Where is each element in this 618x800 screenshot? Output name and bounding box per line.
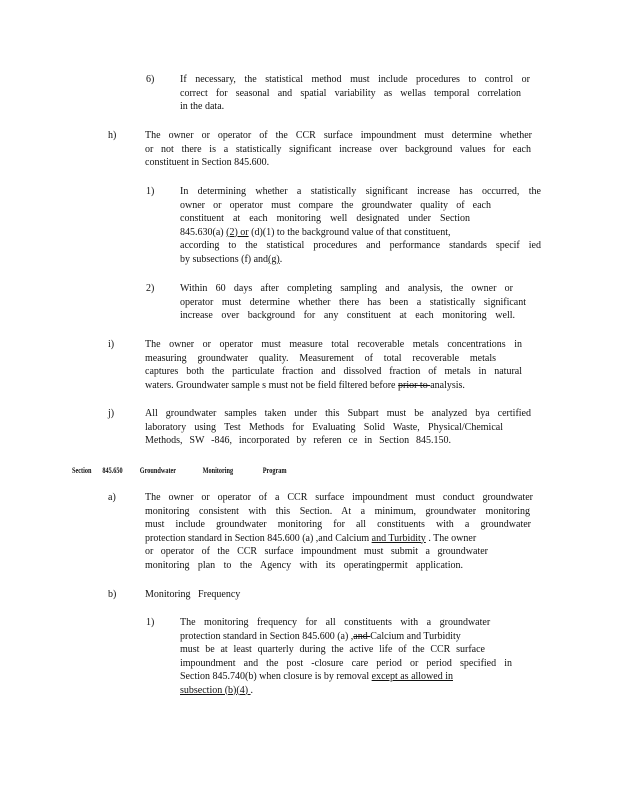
text-line: The owner or operator must measure total recoverable metals concentrations in [145, 339, 522, 350]
text-run: analysis. [430, 379, 465, 391]
text-run: (d)(1) to the background value of that constituent, [248, 226, 451, 238]
text-run: Calcium and Turbidity [370, 630, 461, 642]
text-line [145, 532, 533, 546]
text-line: must include groundwater monitoring for all constituents with a groundwater [145, 519, 531, 530]
text-line: operator must determine whether there has been a statistically significant [180, 296, 526, 308]
inserted-text: except as allowed in [371, 671, 453, 682]
section-title-word: Monitoring [202, 466, 234, 475]
text-run: 845.630(a) [180, 226, 227, 238]
item-label-h-1: 1) [146, 186, 155, 197]
text-line [180, 253, 541, 267]
text-line: monitoring consistent with this Section. At a minimum, groundwater monitoring [145, 505, 530, 517]
text-run: by subsections (f) and [180, 253, 269, 265]
text-line: The owner or operator of a CCR surface impoundment must conduct groundwater [145, 492, 533, 503]
paragraph-j [145, 407, 531, 448]
item-label-b: b) [108, 589, 117, 600]
paragraph-a [145, 491, 533, 572]
text-line: or not there is a statistically significant increase over background values for each [145, 143, 531, 155]
section-title-word: Groundwater [139, 466, 177, 475]
text-line: The owner or operator of the CCR surface impoundment must determine whether [145, 130, 532, 141]
text-line: If necessary, the statistical method must include procedures to control or [180, 74, 530, 85]
text-line: according to the statistical procedures and performance standards specif ied [180, 240, 541, 251]
inserted-text: (g) [268, 253, 280, 265]
text-line: Within 60 days after completing sampling and analysis, the owner or [180, 283, 513, 294]
text-run: Section 845.740(b) when closure is by removal [180, 671, 372, 682]
text-line: monitoring plan to the Agency with its operatingpermit application. [145, 559, 463, 571]
paragraph-b-1 [180, 616, 512, 697]
text-line: must be at least quarterly during the active life of the CCR surface [180, 644, 485, 655]
text-run: . The owner [425, 532, 477, 544]
paragraph-h [145, 129, 532, 170]
text-line [180, 630, 512, 644]
item-label-h: h) [108, 130, 117, 141]
section-title-word: Program [262, 466, 287, 475]
inserted-text: subsection (b)(4) [180, 684, 251, 696]
text-line: constituent in Section 845.600. [145, 157, 270, 168]
text-line: All groundwater samples taken under this Subpart must be analyzed bya certified [145, 408, 531, 419]
text-run: protection standard in Section 845.600 (a) , [180, 630, 354, 642]
section-number: 845.650 [102, 466, 123, 475]
item-label-a: a) [108, 492, 116, 503]
paragraph-6 [180, 73, 530, 114]
text-line: impoundment and the post -closure care period or period specified in [180, 657, 512, 669]
text-line [180, 670, 512, 684]
inserted-text: (2) or [226, 226, 249, 238]
deleted-text: and [353, 630, 371, 642]
item-label-6: 6) [146, 74, 155, 85]
paragraph-h-1 [180, 185, 541, 266]
text-line: constituent at each monitoring well designated under Section [180, 213, 470, 224]
section-heading [72, 464, 287, 478]
text-line [180, 684, 512, 698]
text-line: captures both the particulate fraction and dissolved fraction of metals in natural [145, 366, 522, 377]
text-line: increase over background for any constituent at each monitoring well. [180, 310, 515, 321]
section-word: Section [72, 466, 92, 475]
item-label-j: j) [108, 408, 115, 419]
text-line [145, 379, 522, 393]
text-line: or operator of the CCR surface impoundment must submit a groundwater [145, 546, 488, 557]
text-line: in the data. [180, 101, 225, 112]
text-line [180, 226, 541, 240]
text-run: . [250, 684, 254, 696]
text-line [180, 616, 512, 630]
deleted-text: prior to [397, 379, 431, 391]
text-line: laboratory using Test Methods for Evaluating Solid Waste, Physical/Chemical [145, 421, 503, 433]
text-line: owner or operator must compare the groundwater quality of each [180, 199, 491, 211]
text-line: measuring groundwater quality. Measurement of total recoverable metals [145, 352, 496, 364]
text-line: Methods, SW -846, incorporated by referen ce in Section 845.150. [145, 435, 451, 446]
paragraph-h-2 [180, 282, 526, 323]
inserted-text: and Turbidity [371, 532, 426, 544]
text-run: protection standard in Section 845.600 (a) ,and Calcium [145, 532, 372, 544]
text-line: correct for seasonal and spatial variability as wellas temporal correlation [180, 87, 521, 99]
text-line: In determining whether a statistically significant increase has occurred, the [180, 186, 541, 197]
text-run: waters. Groundwater sample s must not be field filtered before [145, 379, 398, 391]
text-run: . [279, 253, 283, 265]
text-run: The monitoring frequency for all constituents with a groundwater [180, 617, 491, 628]
subheading-monitoring-frequency: Monitoring Frequency [145, 589, 241, 600]
paragraph-i [145, 338, 522, 392]
paragraph-b [145, 588, 240, 602]
item-label-b-1: 1) [146, 617, 155, 628]
item-label-i: i) [108, 339, 115, 350]
item-label-h-2: 2) [146, 283, 155, 294]
